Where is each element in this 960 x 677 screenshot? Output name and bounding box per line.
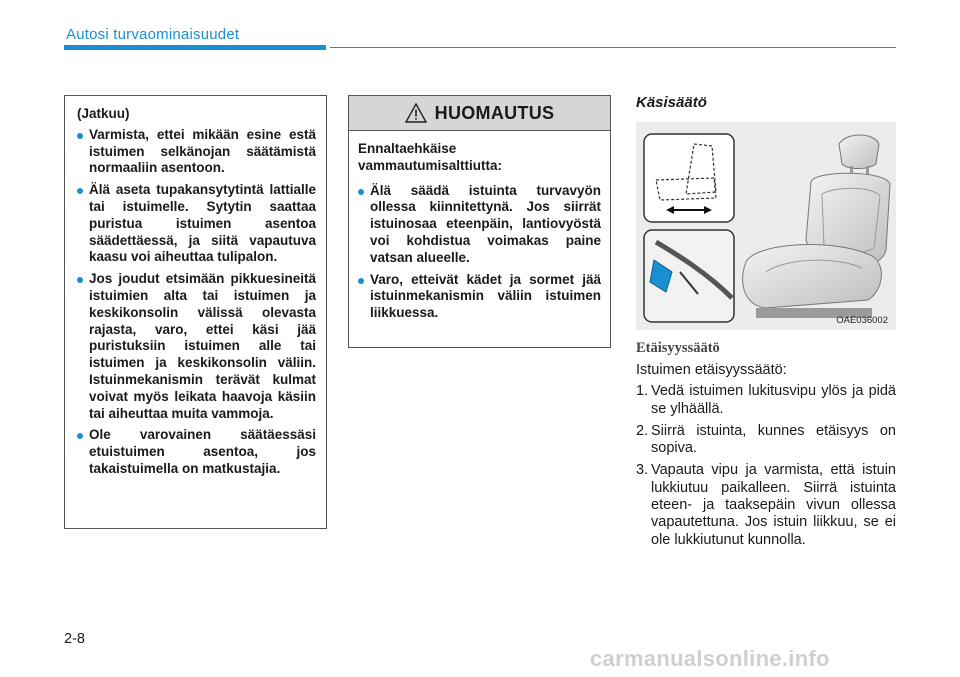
warning-triangle-icon (405, 103, 427, 123)
step-number: 3. (636, 462, 649, 479)
notice-list (358, 183, 601, 322)
step-item (636, 462, 896, 548)
step-number: 1. (636, 383, 649, 400)
notice-intro: Ennaltaehkäise vammautumisalttiutta: (358, 141, 503, 173)
instructions (636, 362, 896, 554)
caution-item: Varmista, ettei mikään esine estä istuimen selkänojan säätämistä normaaliin asentoon. (77, 127, 316, 177)
instructions-intro: Istuimen etäisyyssäätö: (636, 362, 787, 378)
step-item (636, 383, 896, 418)
notice-item: Varo, etteivät kädet ja sormet jää istuinmekanismin väliin istuimen liikkuessa. (358, 272, 601, 322)
notice-box (348, 95, 611, 348)
figure-code: OAE036002 (836, 315, 888, 326)
caution-box-continued (64, 95, 327, 529)
seat-adjustment-icon (636, 122, 896, 330)
step-text: Vedä istuimen lukitusvipu ylös ja pidä se ylhäällä. (651, 383, 896, 417)
seat-illustration (636, 122, 896, 330)
page-number: 2-8 (64, 631, 85, 647)
header-rule-thin (330, 47, 896, 48)
step-item (636, 423, 896, 458)
continued-label: (Jatkuu) (77, 106, 130, 121)
header-rule-thick (64, 45, 326, 50)
caution-item: Jos joudut etsimään pikkuesineitä istuimien alta tai istuimen ja keskikonsolin välissä olevasta rajasta, varo, ettei käsi jää puristuksiin istuimen alle tai istuimen ja keskikonsolin väliin. Istuinmekanismin terävät kulmat voivat myös leikata haavoja käsiin tai aiheuttaa muita vammoja. (77, 271, 316, 422)
section-title: Autosi turvaominaisuudet (66, 26, 240, 43)
steps-list (636, 383, 896, 549)
watermark: carmanualsonline.info (590, 646, 830, 671)
caution-list (77, 127, 316, 478)
notice-title: HUOMAUTUS (434, 102, 555, 123)
manual-adjustment-heading: Käsisäätö (636, 94, 707, 111)
step-text: Vapauta vipu ja varmista, että istuin lukkiutuu paikalleen. Siirrä istuinta eteen- ja taaksepäin vivun ollessa vapautettuna. Jos istuin liikkuu, se ei ole lukkiutunut kunnolla. (651, 462, 896, 548)
notice-item: Älä säädä istuinta turvavyön ollessa kiinnitettynä. Jos siirrät istuinosaa eteenpäin, lantiovyöstä voi kohdistua voimakas paine vatsan alueelle. (358, 183, 601, 267)
notice-body (349, 131, 610, 322)
caution-item: Älä aseta tupakansytytintä lattialle tai istuimelle. Sytytin saattaa puristua istuimen asentoa säädettäessä, ja siitä vapautuva kaasu voi aiheuttaa tulipalon. (77, 182, 316, 266)
step-number: 2. (636, 422, 649, 439)
notice-header (349, 96, 610, 131)
distance-adjustment-heading: Etäisyyssäätö (636, 340, 720, 356)
step-text: Siirrä istuinta, kunnes etäisyys on sopiva. (651, 422, 896, 457)
caution-item: Ole varovainen säätäessäsi etuistuimen asentoa, jos takaistuimella on matkustajia. (77, 427, 316, 477)
